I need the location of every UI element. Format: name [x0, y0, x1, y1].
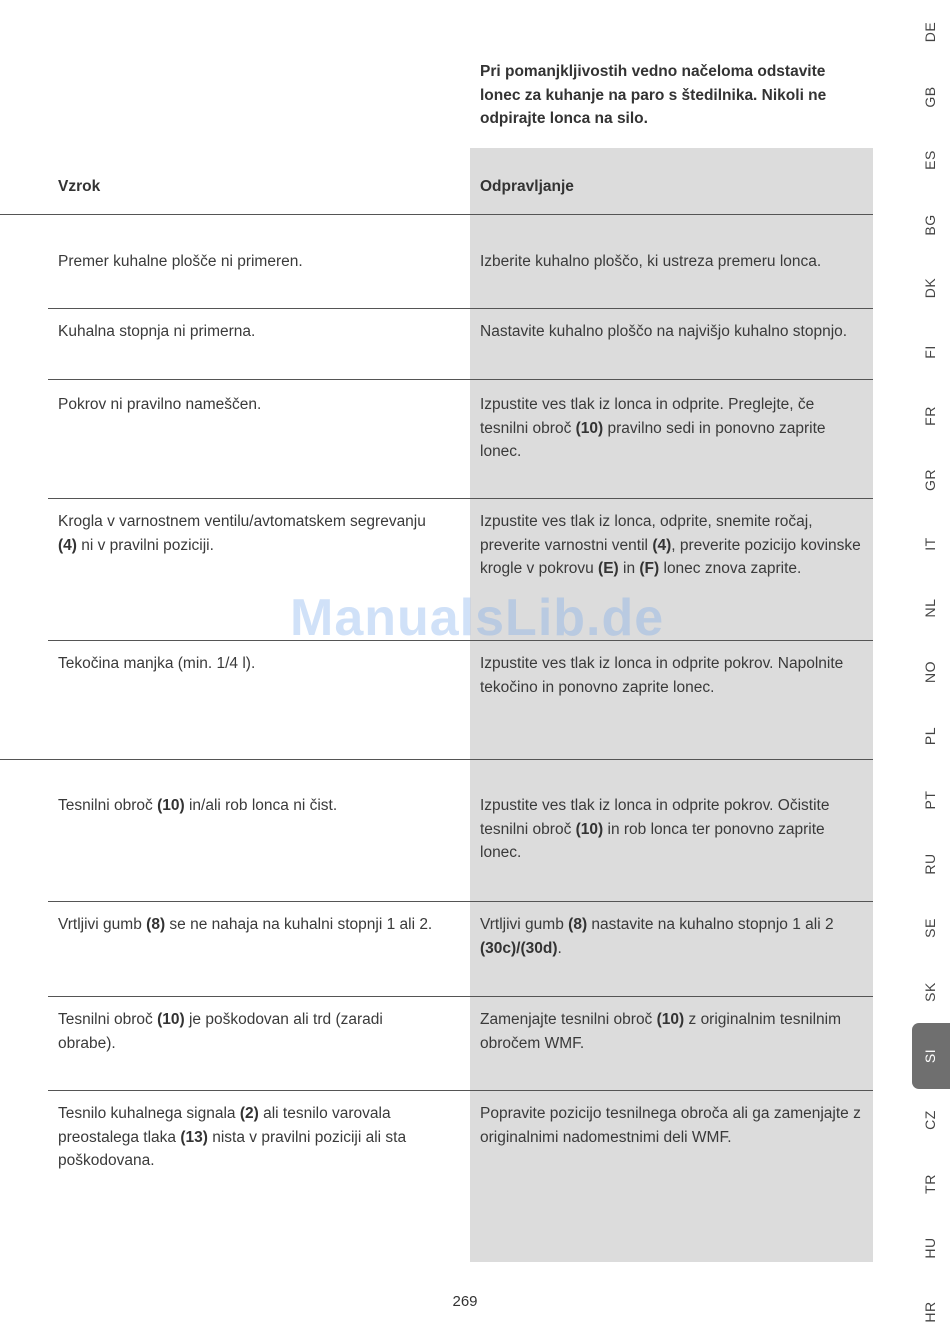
- text-segment: Tesnilni obroč: [58, 797, 158, 814]
- language-tab-de[interactable]: DE: [922, 21, 938, 43]
- part-reference: (10): [656, 1011, 685, 1028]
- part-reference: (10): [575, 419, 604, 437]
- text-segment: pravilno sedi in ponovno zaprite lonec.: [480, 419, 826, 460]
- cause-cell: Pokrov ni pravilno nameščen.: [58, 396, 262, 413]
- language-tab-dk[interactable]: DK: [922, 277, 938, 299]
- part-reference: (30c)/(30d): [480, 939, 558, 957]
- language-tab-fi[interactable]: FI: [922, 345, 938, 359]
- remedy-cell: [480, 1008, 865, 1055]
- language-tab-gr[interactable]: GR: [922, 469, 938, 491]
- part-reference: (4): [652, 536, 672, 554]
- language-tab-pl[interactable]: PL: [922, 726, 938, 746]
- language-tab-hu[interactable]: HU: [922, 1237, 938, 1259]
- part-reference: (E): [598, 560, 619, 577]
- row-divider: [48, 996, 873, 997]
- language-tab-se[interactable]: SE: [922, 918, 938, 938]
- part-reference: (2): [239, 1105, 259, 1122]
- remedy-cell: [480, 510, 865, 581]
- text-segment: nastavite na kuhalno stopnjo 1 ali 2: [587, 916, 834, 933]
- language-tab-gb[interactable]: GB: [922, 86, 938, 108]
- text-segment: z originalnim tesnilnim obročem WMF.: [480, 1011, 841, 1052]
- remedy-column-background: [470, 148, 873, 1262]
- language-tab-pt[interactable]: PT: [922, 790, 938, 810]
- text-segment: in: [618, 560, 640, 577]
- language-tab-es[interactable]: ES: [922, 150, 938, 170]
- language-tab-fr[interactable]: FR: [922, 406, 938, 426]
- text-segment: , preverite pozicijo kovinske krogle v pokrovu: [480, 536, 861, 577]
- text-segment: nista v pravilni poziciji ali sta poškodovana.: [58, 1128, 407, 1169]
- language-tab-sk[interactable]: SK: [922, 982, 938, 1002]
- text-segment: in/ali rob lonca ni čist.: [184, 797, 338, 814]
- remedy-cell: Nastavite kuhalno ploščo na najvišjo kuhalno stopnjo.: [480, 323, 848, 340]
- remedy-cell: Izpustite ves tlak iz lonca in odprite pokrov. Napolnite tekočino in ponovno zaprite lonec.: [480, 655, 844, 696]
- remedy-cell: [480, 393, 865, 464]
- text-segment: Vrtljivi gumb: [58, 916, 147, 933]
- part-reference: (8): [146, 916, 166, 933]
- text-segment: je poškodovan ali trd (zaradi obrabe).: [58, 1011, 383, 1052]
- text-segment: in rob lonca ter ponovno zaprite lonec.: [480, 820, 825, 861]
- cause-cell: [58, 1102, 443, 1173]
- cause-cell: [58, 510, 443, 557]
- row-divider: [48, 308, 873, 309]
- row-divider: [48, 498, 873, 499]
- text-segment: Izpustite ves tlak iz lonca, odprite, snemite ročaj, preverite varnostni ventil: [480, 513, 813, 554]
- text-segment: Zamenjajte tesnilni obroč: [480, 1011, 657, 1028]
- language-tab-tr[interactable]: TR: [922, 1174, 938, 1194]
- part-reference: (F): [639, 560, 660, 577]
- language-tab-cz[interactable]: CZ: [922, 1110, 938, 1130]
- text-segment: lonec znova zaprite.: [659, 560, 802, 577]
- part-reference: (10): [575, 820, 604, 838]
- text-segment: ni v pravilni poziciji.: [76, 536, 214, 554]
- header-divider: [0, 214, 873, 215]
- text-segment: ali tesnilo varovala preostalega tlaka: [58, 1105, 391, 1146]
- remedy-cell: Popravite pozicijo tesnilnega obroča ali ga zamenjajte z originalnimi nadomestnimi deli WMF.: [480, 1105, 861, 1146]
- remedy-cell: [480, 913, 865, 960]
- page-number: 269: [452, 1293, 478, 1310]
- language-tabs: [905, 0, 950, 1343]
- remedy-cell: [480, 794, 865, 865]
- cause-cell: Tekočina manjka (min. 1/4 l).: [58, 655, 256, 672]
- watermark: ManualsLib.de: [290, 589, 665, 647]
- text-segment: Vrtljivi gumb: [480, 916, 569, 933]
- text-segment: se ne nahaja na kuhalni stopnji 1 ali 2.: [165, 916, 433, 933]
- part-reference: (10): [157, 797, 185, 814]
- header-cause: Vzrok: [58, 178, 101, 195]
- cause-cell: [58, 1008, 443, 1055]
- row-divider: [48, 1090, 873, 1091]
- language-tab-no[interactable]: NO: [922, 661, 938, 683]
- part-reference: (10): [157, 1011, 185, 1028]
- part-reference: (8): [568, 916, 588, 933]
- language-tab-ru[interactable]: RU: [922, 853, 938, 875]
- text-segment: Krogla v varnostnem ventilu/avtomatskem segrevanju: [58, 513, 426, 530]
- text-segment: Tesnilo kuhalnega signala: [58, 1105, 240, 1122]
- text-segment: Tesnilni obroč: [58, 1011, 158, 1028]
- part-reference: (13): [180, 1128, 208, 1146]
- language-tab-si[interactable]: SI: [922, 1048, 938, 1064]
- cause-cell: [58, 913, 443, 937]
- text-segment: Izpustite ves tlak iz lonca in odprite. Preglejte, če tesnilni obroč: [480, 396, 815, 437]
- text-segment: .: [557, 939, 562, 957]
- cause-cell: Kuhalna stopnja ni primerna.: [58, 323, 256, 340]
- row-divider: [0, 759, 873, 760]
- language-tab-nl[interactable]: NL: [922, 598, 938, 618]
- row-divider: [48, 901, 873, 902]
- cause-cell: [58, 794, 443, 818]
- warning-note: Pri pomanjkljivostih vedno načeloma odstavite lonec za kuhanje na paro s štedilnika. Nikoli ne odpirajte lonca na silo.: [480, 63, 827, 127]
- language-tab-it[interactable]: IT: [922, 537, 938, 551]
- cause-cell: Premer kuhalne plošče ni primeren.: [58, 253, 303, 270]
- language-tab-hr[interactable]: HR: [922, 1301, 938, 1323]
- remedy-cell: Izberite kuhalno ploščo, ki ustreza premeru lonca.: [480, 253, 822, 270]
- text-segment: Izpustite ves tlak iz lonca in odprite pokrov. Očistite tesnilni obroč: [480, 797, 830, 838]
- header-remedy: Odpravljanje: [480, 178, 574, 195]
- part-reference: (4): [58, 536, 77, 554]
- language-tab-bg[interactable]: BG: [922, 214, 938, 236]
- row-divider: [48, 379, 873, 380]
